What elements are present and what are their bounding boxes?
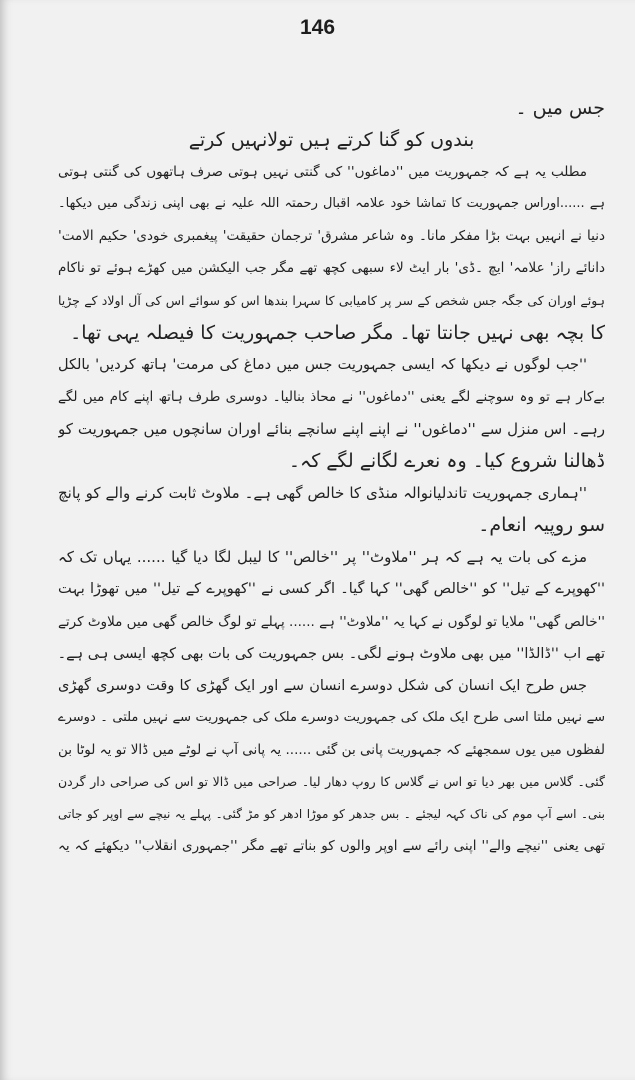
page-number: 146 xyxy=(299,16,336,39)
text-line: تھے اب ''ڈالڈا'' میں بھی ملاوٹ ہونے لگی۔ بس جمہوریت کی بات بھی کچھ ایسی ہی ہے۔ xyxy=(58,645,605,662)
text-line: سے نہیں ملتا اسی طرح ایک ملک کی جمہوریت دوسرے ملک کی جمہوریت سے نہیں ملتی ۔ دوسرے xyxy=(58,709,605,725)
text-line: دنیا نے انہیں بہت بڑا مفکر مانا۔ وہ شاعر مشرق' ترجمان حقیقت' پیغمبری خودی' حکیم الامت' xyxy=(58,228,605,245)
text-line: لفظوں میں یوں سمجھئے کہ جمہوریت پانی بن گئی ...... یہ پانی آپ نے لوٹے میں ڈالا تو یہ لوٹا بن xyxy=(58,741,605,758)
text-line: کا بچہ بھی نہیں جانتا تھا۔ مگر صاحب جمہوریت کا فیصلہ یہی تھا۔ xyxy=(70,321,605,344)
text-line: مزے کی بات یہ ہے کہ ہر ''ملاوٹ'' پر ''خالص'' کا لیبل لگا دیا گیا ...... یہاں تک کہ xyxy=(58,548,587,567)
text-line: رہے۔ اس منزل سے ''دماغوں'' نے اپنے اپنے سانچے بنائے اوران سانچوں میں جمہوریت کو xyxy=(58,419,605,438)
text-line: گئی۔ گلاس میں بھر دیا تو اس نے گلاس کا روپ دھار لیا۔ صراحی میں ڈالا تو اس کی صراحی دار گردن xyxy=(58,773,605,789)
text-line: تھی یعنی ''نیچے والے'' اپنی رائے سے اوپر والوں کو بناتے تھے مگر ''جمہوری انقلاب'' دیکھئے کہ یہ xyxy=(58,838,605,855)
text-line: ہوئے اوران کی جگہ جس شخص کے سر پر کامیابی کا سہرا بندھا اس کو سوائے اس کی آل اولاد کے چڑیا xyxy=(58,292,605,308)
text-line: ڈھالنا شروع کیا۔ وہ نعرے لگانے لگے کہ۔ xyxy=(288,450,605,473)
text-line: مطلب یہ ہے کہ جمہوریت میں ''دماغوں'' کی گنتی نہیں ہوتی صرف ہاتھوں کی گنتی ہوتی xyxy=(58,164,587,181)
text-line: دانائے راز' علامہ' ایچ ۔ڈی' بار ایٹ لاء سبھی کچھ تھے مگر جب الیکشن میں کھڑے ہوئے تو ناکام xyxy=(58,260,605,277)
text-line: جس طرح ایک انسان کی شکل دوسرے انسان سے اور ایک گھڑی کا وقت دوسری گھڑی xyxy=(58,677,587,694)
text-line: ''جب لوگوں نے دیکھا کہ ایسی جمہوریت جس میں دماغ کی مرمت' ہاتھ کردیں' بالکل xyxy=(58,356,587,373)
text-line: بےکار ہے تو وہ سوچنے لگے یعنی ''دماغوں'' نے محاذ بنالیا۔ دوسری طرف ہاتھ اپنے کام میں لگے xyxy=(58,388,605,405)
text-line: ''خالص گھی'' ملایا تو لوگوں نے کہا یہ ''ملاوٹ'' ہے ...... پہلے تو لوگ خالص گھی میں ملاوٹ کرتے xyxy=(58,613,605,630)
body-text xyxy=(58,92,605,862)
text-line: جس میں ۔ xyxy=(515,97,605,119)
text-line: بنی۔ اسے آپ موم کی ناک کہہ لیجئے ۔ بس جدھر کو موڑا ادھر کو مڑ گئی۔ پہلے یہ نیچے سے اوپر کو جاتی xyxy=(58,807,605,822)
text-line: ''ہماری جمہوریت تاندلیانوالہ منڈی کا خالص گھی ہے۔ ملاوٹ ثابت کرنے والے کو پانچ xyxy=(58,484,587,503)
text-line: ''کھوپرے کے تیل'' کو ''خالص گھی'' کہا گیا۔ اگر کسی نے ''کھوپرے کے تیل'' میں تھوڑا بہت xyxy=(58,581,605,598)
text-line: بندوں کو گنا کرتے ہیں تولانہیں کرتے xyxy=(188,129,475,152)
text-line: ہے ......اوراس جمہوریت کا تماشا خود علامہ اقبال رحمتہ اللہ علیہ نے بھی اپنی زندگی میں دیکھا۔ xyxy=(58,196,605,212)
text-line: سو روپیہ انعام۔ xyxy=(478,514,605,537)
